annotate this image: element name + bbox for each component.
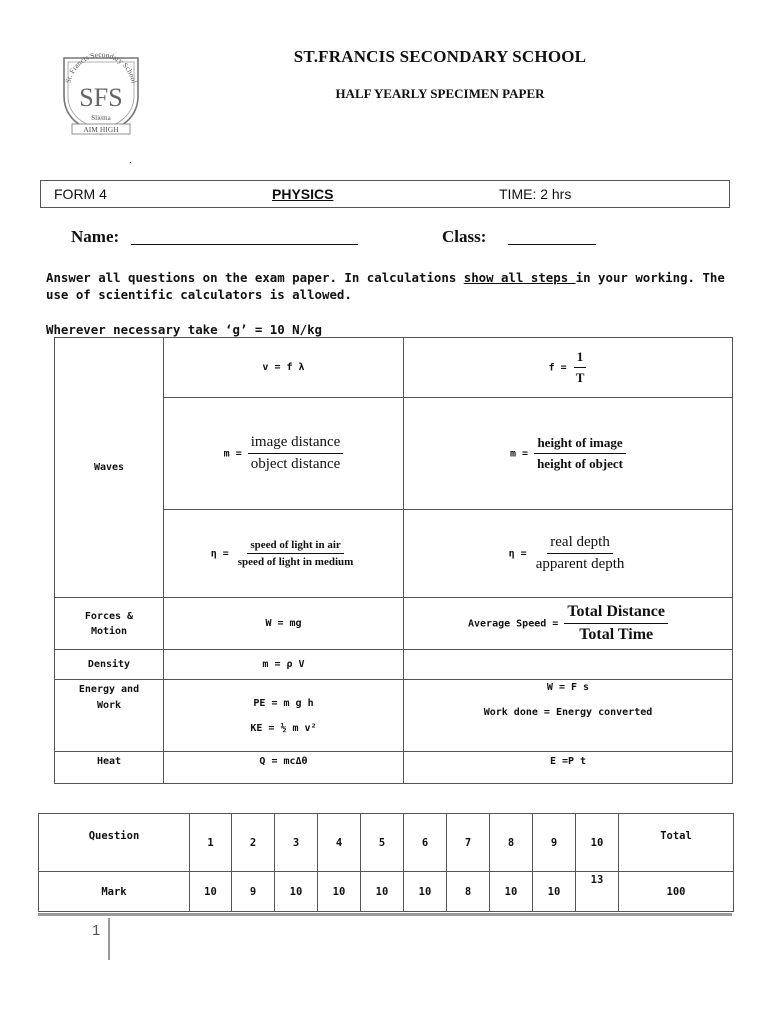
magnification-height-denominator: height of object xyxy=(537,456,624,471)
formula-magnification-height xyxy=(404,398,733,510)
name-label: Name: xyxy=(71,227,120,246)
formula-heat: Q = mcΔθ xyxy=(164,752,404,784)
magnification-numerator: image distance xyxy=(248,434,344,454)
average-speed-numerator: Total Distance xyxy=(564,603,668,624)
formula-power: E =P t xyxy=(404,752,733,784)
formula-magnification-distance xyxy=(164,398,404,510)
gravity-note: Wherever necessary take ‘g’ = 10 N/kg xyxy=(46,322,323,337)
question-number: 10 xyxy=(576,814,619,872)
mark-row xyxy=(39,872,734,912)
magnification-denominator: object distance xyxy=(250,456,341,472)
refractive-index-denominator: speed of light in medium xyxy=(237,556,354,568)
topic-energy-work xyxy=(55,680,164,752)
mark-value: 9 xyxy=(232,872,275,912)
page-number: 1 xyxy=(92,922,101,939)
forces-label-text: Forces & Motion xyxy=(84,610,134,637)
question-number: 4 xyxy=(318,814,361,872)
mark-value: 10 xyxy=(190,872,232,912)
logo-place: Sliema xyxy=(91,114,111,122)
footer-rule xyxy=(38,913,732,916)
formula-refractive-index-speed xyxy=(164,510,404,598)
formula-table xyxy=(54,337,733,784)
question-number: 8 xyxy=(490,814,533,872)
mark-label: Mark xyxy=(39,872,190,912)
formula-wave-speed: v = f λ xyxy=(164,338,404,398)
question-number: 6 xyxy=(404,814,447,872)
name-blank-line[interactable] xyxy=(131,244,358,245)
formula-average-speed xyxy=(404,598,733,650)
refractive-depth-lhs: η = xyxy=(508,548,527,560)
mark-value: 10 xyxy=(275,872,318,912)
topic-density: Density xyxy=(55,650,164,680)
form-label: FORM 4 xyxy=(54,186,107,202)
class-blank-line[interactable] xyxy=(508,244,596,245)
average-speed-lhs: Average Speed = xyxy=(468,618,559,630)
frequency-numerator: 1 xyxy=(574,349,587,368)
svg-text:St. Francis Secondary School xyxy=(63,50,138,84)
time-label: TIME: 2 hrs xyxy=(499,186,572,202)
school-logo xyxy=(56,48,146,140)
magnification-height-numerator: height of image xyxy=(534,435,625,454)
mark-value: 13 xyxy=(576,872,619,912)
formula-kinetic-energy: KE = ½ m v² xyxy=(250,722,317,734)
magnification-height-lhs: m = xyxy=(509,448,529,460)
mark-value: 10 xyxy=(318,872,361,912)
refractive-depth-numerator: real depth xyxy=(547,534,613,554)
total-value: 100 xyxy=(619,872,734,912)
instructions xyxy=(46,269,736,303)
paper-title: HALF YEARLY SPECIMEN PAPER xyxy=(335,86,545,101)
question-row xyxy=(39,814,734,872)
mark-value: 10 xyxy=(361,872,404,912)
instructions-underlined: show all steps xyxy=(463,270,576,285)
topic-heat: Heat xyxy=(55,752,164,784)
question-label: Question xyxy=(39,814,190,872)
frequency-denominator: T xyxy=(575,370,585,385)
refractive-index-lhs: η = xyxy=(210,548,229,560)
school-name: ST.FRANCIS SECONDARY SCHOOL xyxy=(293,47,587,66)
question-number: 5 xyxy=(361,814,404,872)
stray-dot: . xyxy=(129,156,132,165)
mark-value: 10 xyxy=(533,872,576,912)
refractive-index-numerator: speed of light in air xyxy=(247,539,343,554)
logo-motto: AIM HIGH xyxy=(83,125,119,134)
page-number-divider xyxy=(108,918,110,960)
formula-density: m = ρ V xyxy=(164,650,404,680)
average-speed-denominator: Total Time xyxy=(579,626,654,643)
formula-weight: W = mg xyxy=(164,598,404,650)
mark-value: 10 xyxy=(490,872,533,912)
exam-info-bar xyxy=(40,180,730,208)
refractive-depth-denominator: apparent depth xyxy=(535,556,625,572)
mark-value: 8 xyxy=(447,872,490,912)
formula-frequency xyxy=(404,338,733,398)
topic-forces-motion xyxy=(55,598,164,650)
formula-refractive-index-depth xyxy=(404,510,733,598)
formula-work xyxy=(404,680,733,752)
formula-potential-energy: PE = m g h xyxy=(253,697,314,709)
question-number: 3 xyxy=(275,814,318,872)
logo-arc-text: St. Francis Secondary School xyxy=(63,49,139,85)
instructions-text-2: in your working. The use of scientific calculators is allowed. xyxy=(46,270,725,302)
total-label: Total xyxy=(619,814,734,872)
question-number: 9 xyxy=(533,814,576,872)
subject-label: PHYSICS xyxy=(272,186,334,202)
instructions-text-1: Answer all questions on the exam paper. In calculations xyxy=(46,270,464,285)
question-number: 2 xyxy=(232,814,275,872)
question-number: 7 xyxy=(447,814,490,872)
frequency-lhs: f = xyxy=(548,362,567,374)
marks-table xyxy=(38,813,734,912)
class-label: Class: xyxy=(442,227,487,246)
question-number: 1 xyxy=(190,814,232,872)
mark-value: 10 xyxy=(404,872,447,912)
energy-label-text: Energy and Work xyxy=(78,684,140,711)
magnification-lhs: m = xyxy=(223,448,242,460)
formula-work-force: W = F s xyxy=(546,682,590,693)
logo-monogram: SFS xyxy=(79,83,123,112)
empty-cell xyxy=(404,650,733,680)
formula-work-energy: Work done = Energy converted xyxy=(483,707,653,718)
topic-waves: Waves xyxy=(55,338,164,598)
formula-energy xyxy=(164,680,404,752)
